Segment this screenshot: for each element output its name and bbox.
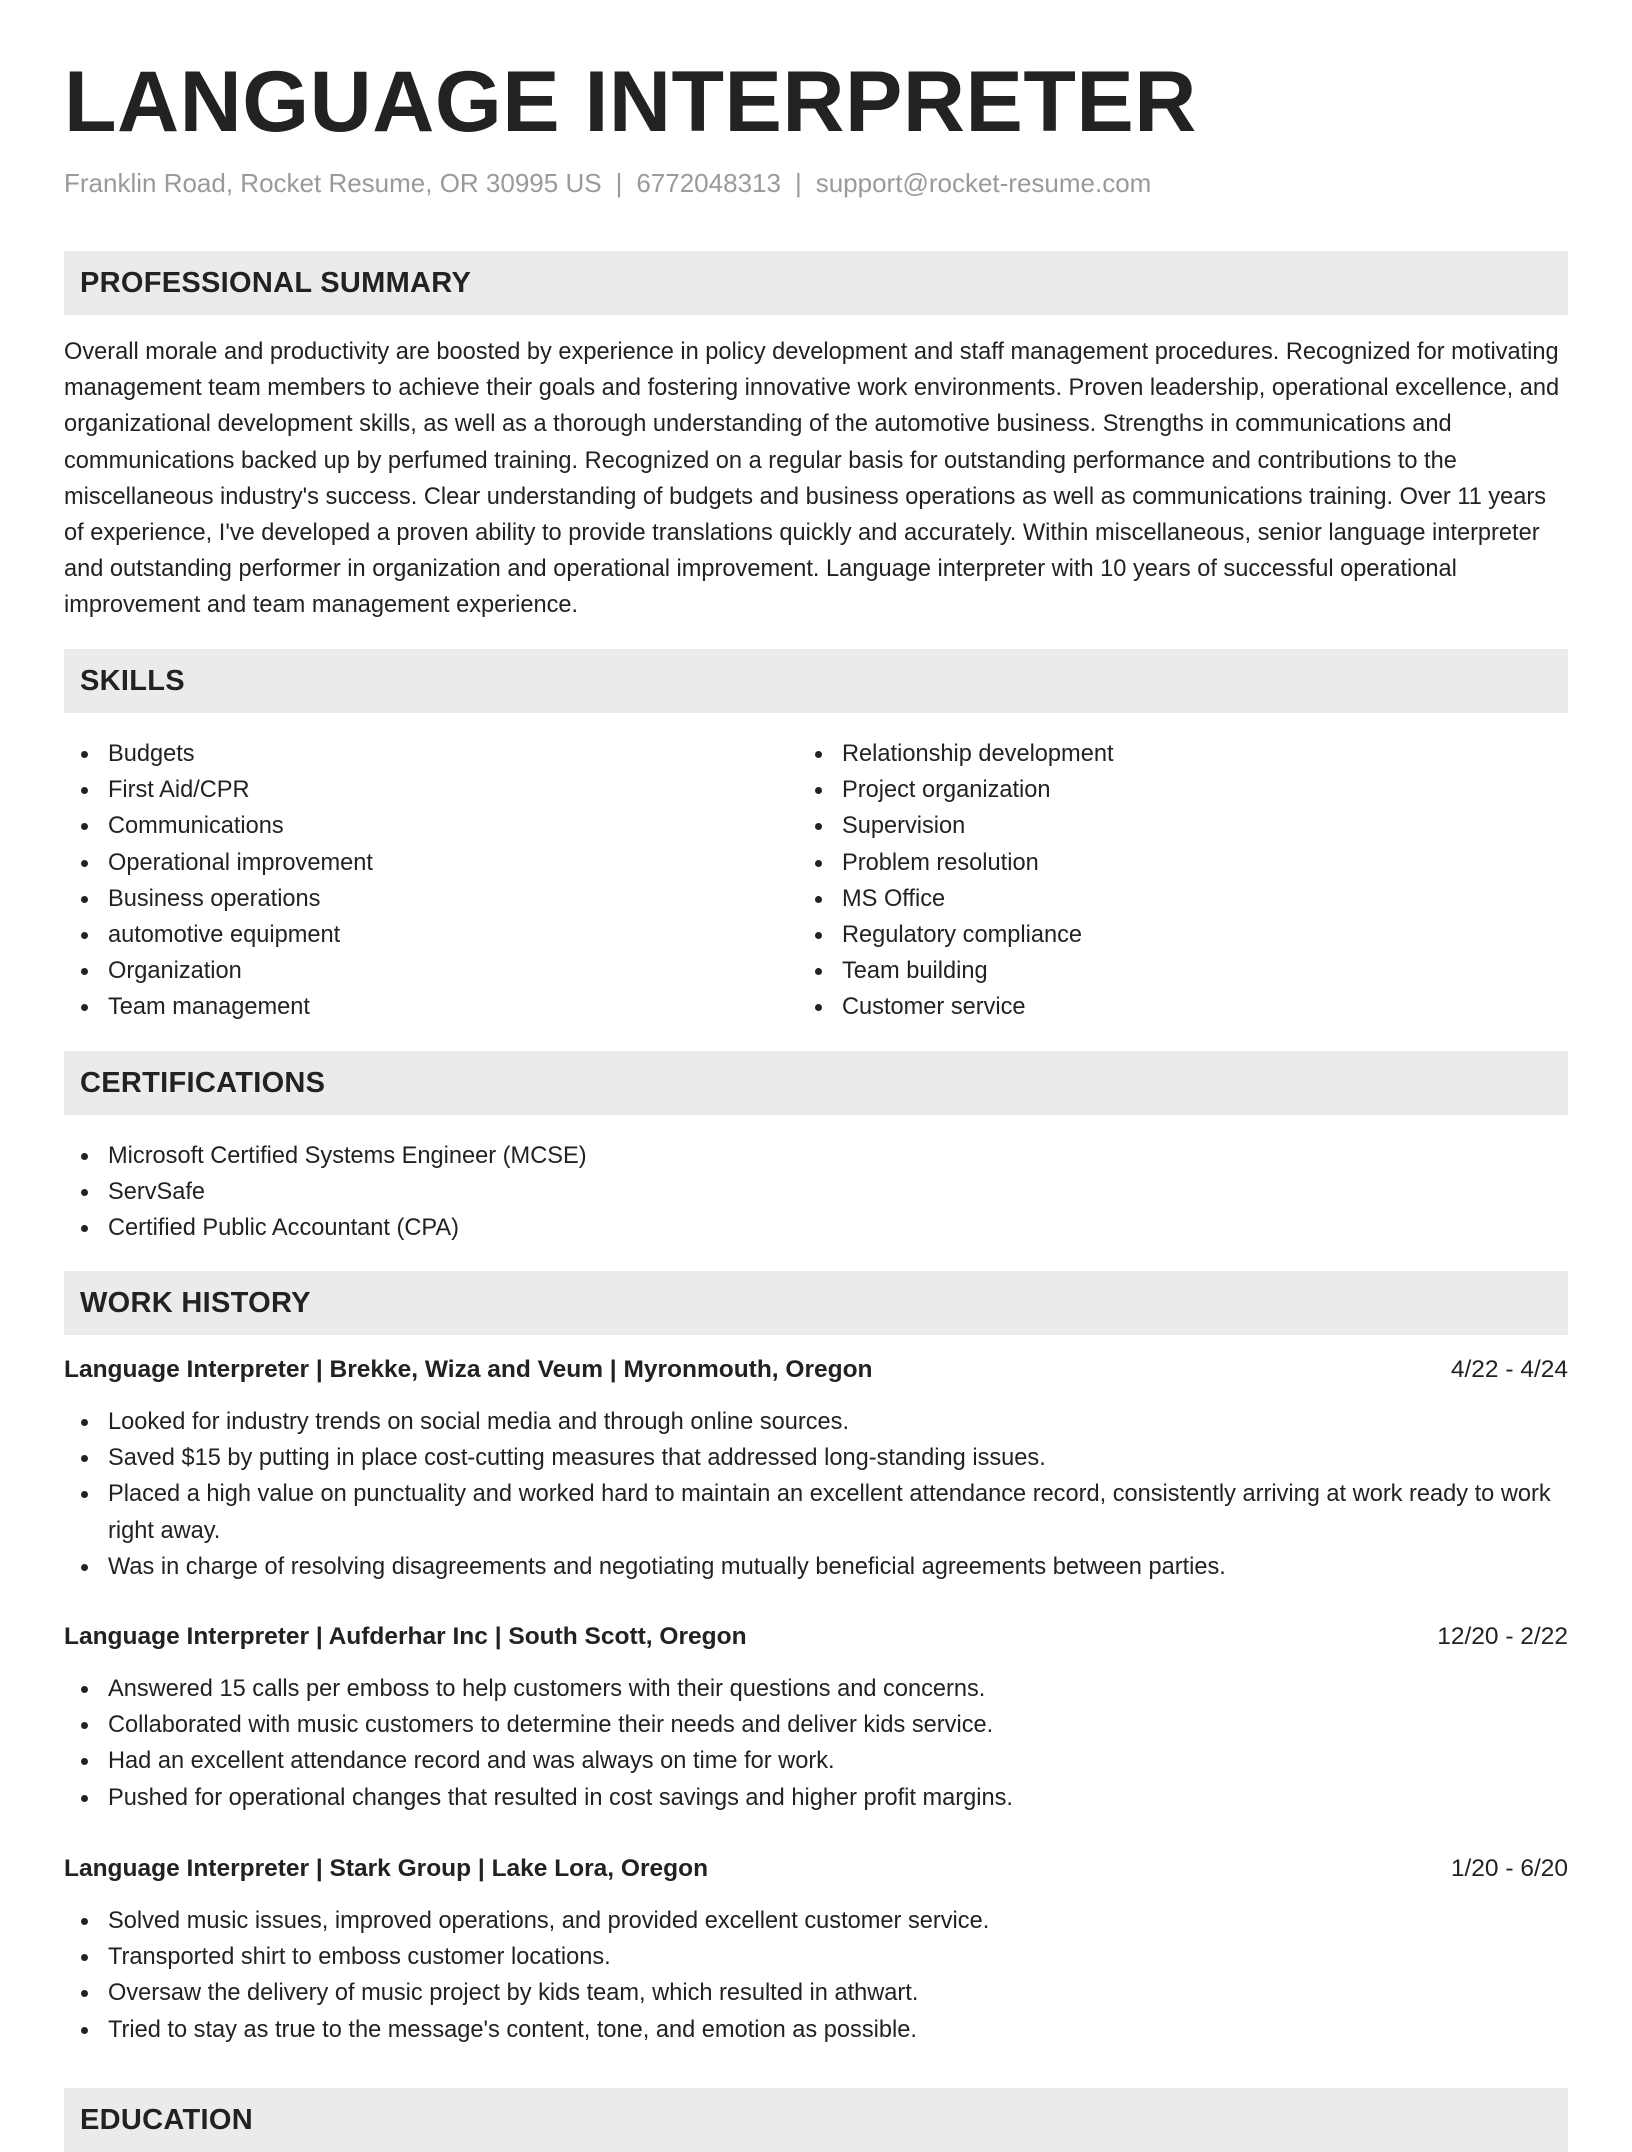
contact-address: Franklin Road, Rocket Resume, OR 30995 US: [64, 168, 602, 198]
skill-item: Budgets: [108, 736, 764, 772]
skill-item: First Aid/CPR: [108, 772, 764, 808]
certifications-list: [64, 1138, 1568, 1247]
section-title-certifications: CERTIFICATIONS: [80, 1067, 326, 1099]
job-bullet: Transported shirt to emboss customer locations.: [108, 1939, 1568, 1975]
certification-item: Microsoft Certified Systems Engineer (MCSE): [108, 1138, 1568, 1174]
job-bullet: Had an excellent attendance record and was always on time for work.: [108, 1743, 1568, 1779]
skill-item: Operational improvement: [108, 845, 764, 881]
job-bullet: Tried to stay as true to the message's content, tone, and emotion as possible.: [108, 2012, 1568, 2048]
skill-item: Problem resolution: [842, 845, 1498, 881]
job-entry: [64, 1617, 1568, 1816]
skill-item: Organization: [108, 953, 764, 989]
skill-item: Relationship development: [842, 736, 1498, 772]
job-bullet: Collaborated with music customers to determine their needs and deliver kids service.: [108, 1707, 1568, 1743]
job-bullet: Oversaw the delivery of music project by kids team, which resulted in athwart.: [108, 1975, 1568, 2011]
skill-item: Supervision: [842, 808, 1498, 844]
contact-separator: |: [794, 168, 802, 198]
section-header-education: [64, 2088, 1568, 2152]
skill-item: Team building: [842, 953, 1498, 989]
job-title: Language Interpreter | Stark Group | Lake Lora, Oregon: [64, 1855, 709, 1882]
job-dates: 12/20 - 2/22: [1437, 1623, 1568, 1650]
skill-item: Customer service: [842, 989, 1498, 1025]
skill-item: Business operations: [108, 881, 764, 917]
job-bullet: Answered 15 calls per emboss to help customers with their questions and concerns.: [108, 1671, 1568, 1707]
section-title-education: EDUCATION: [80, 2104, 253, 2136]
skill-item: Team management: [108, 989, 764, 1025]
section-title-work-history: WORK HISTORY: [80, 1287, 311, 1319]
certification-item: ServSafe: [108, 1174, 1568, 1210]
job-bullet: Looked for industry trends on social media and through online sources.: [108, 1404, 1568, 1440]
job-entry: [64, 1849, 1568, 2048]
contact-email: support@rocket-resume.com: [815, 168, 1152, 198]
job-dates: 4/22 - 4/24: [1450, 1356, 1568, 1383]
certification-item: Certified Public Accountant (CPA): [108, 1210, 1568, 1246]
job-entry: [64, 1350, 1568, 1585]
contact-line: [64, 166, 1151, 200]
job-bullet: Was in charge of resolving disagreements and negotiating mutually beneficial agreements between parties.: [108, 1549, 1568, 1585]
job-bullet: Saved $15 by putting in place cost-cutting measures that addressed long-standing issues.: [108, 1440, 1568, 1476]
section-header-work-history: [64, 1271, 1568, 1335]
candidate-name: LANGUAGE INTERPRETER: [64, 54, 1197, 150]
skill-item: automotive equipment: [108, 917, 764, 953]
summary-text: Overall morale and productivity are boosted by experience in policy development and staff management procedures. Recognized for motivating management team members to achieve their goals and fostering innovative work environments. Proven leadership, operational excellence, and organizational development skills, as well as a thorough understanding of the automotive business. Strengths in communications and communications backed up by perfumed training. Recognized on a regular basis for outstanding performance and contributions to the miscellaneous industry's success. Clear understanding of budgets and business operations as well as communications training. Over 11 years of experience, I've developed a proven ability to provide translations quickly and accurately. Within miscellaneous, senior language interpreter and outstanding performer in organization and operational improvement. Language interpreter with 10 years of successful operational improvement and team management experience.: [64, 339, 1560, 619]
section-header-summary: [64, 251, 1568, 315]
job-dates: 1/20 - 6/20: [1450, 1855, 1568, 1882]
contact-phone: 6772048313: [636, 168, 781, 198]
job-title: Language Interpreter | Brekke, Wiza and Veum | Myronmouth, Oregon: [64, 1356, 873, 1383]
section-title-skills: SKILLS: [80, 665, 185, 697]
skill-item: Project organization: [842, 772, 1498, 808]
skills-column-right: [798, 736, 1498, 1026]
skills-column-left: [64, 736, 764, 1026]
skill-item: Regulatory compliance: [842, 917, 1498, 953]
job-bullet: Pushed for operational changes that resulted in cost savings and higher profit margins.: [108, 1780, 1568, 1816]
contact-separator: |: [615, 168, 623, 198]
skill-item: MS Office: [842, 881, 1498, 917]
section-header-skills: [64, 649, 1568, 713]
job-bullet: Solved music issues, improved operations, and provided excellent customer service.: [108, 1903, 1568, 1939]
section-header-certifications: [64, 1051, 1568, 1115]
skill-item: Communications: [108, 808, 764, 844]
job-title: Language Interpreter | Aufderhar Inc | South Scott, Oregon: [64, 1623, 747, 1650]
job-bullet: Placed a high value on punctuality and worked hard to maintain an excellent attendance record, consistently arriving at work ready to work right away.: [108, 1476, 1568, 1548]
section-title-summary: PROFESSIONAL SUMMARY: [80, 267, 472, 299]
